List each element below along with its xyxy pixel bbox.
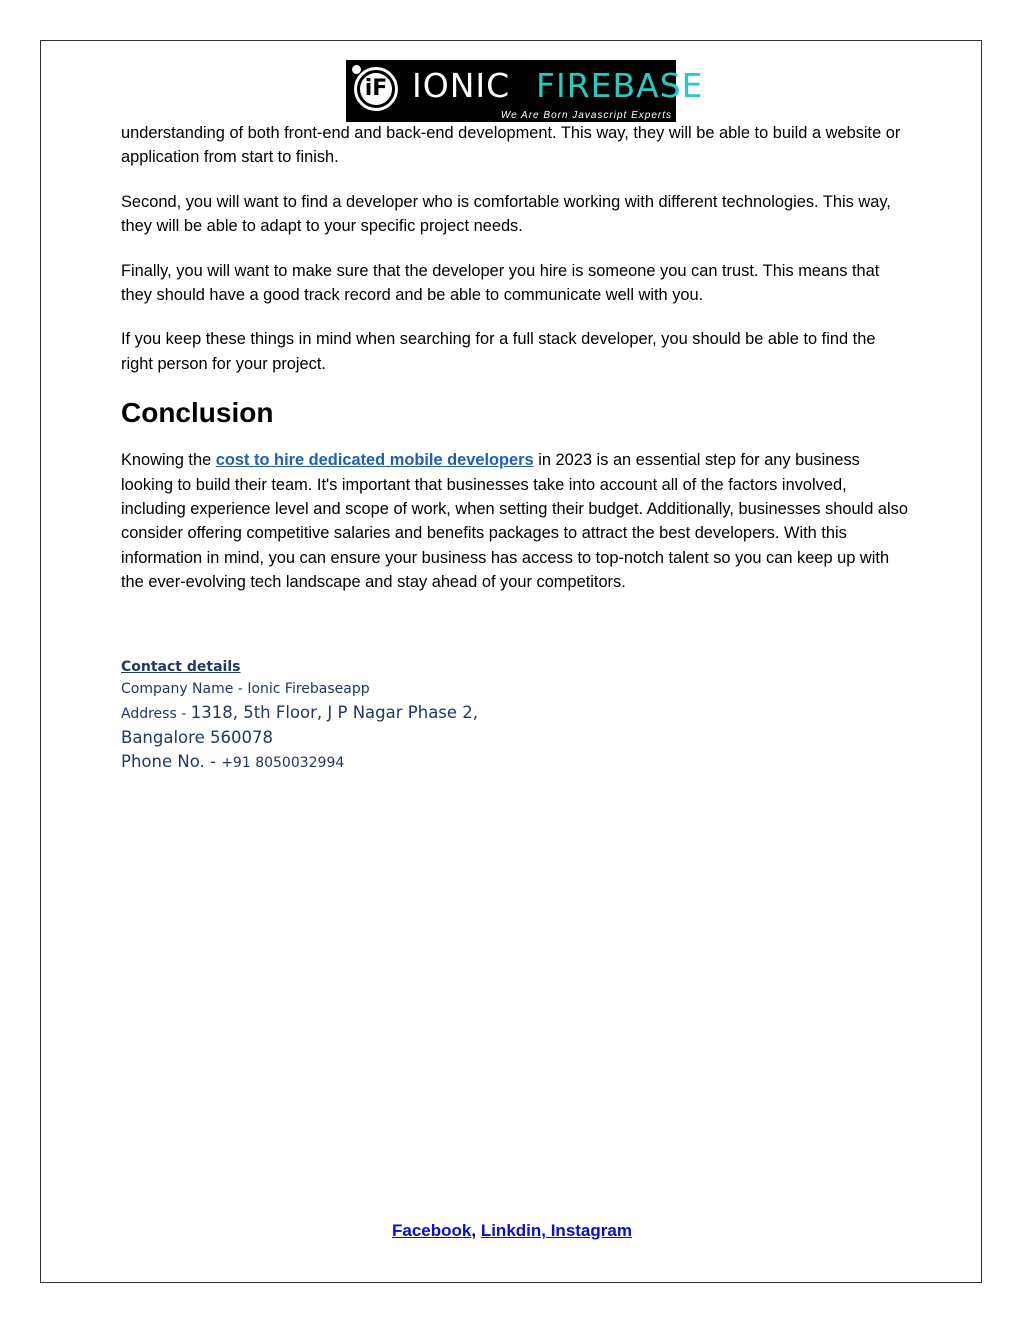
conclusion-heading: Conclusion [121, 397, 274, 429]
contact-heading: Contact details [121, 659, 241, 675]
paragraph-trust: Finally, you will want to make sure that the developer you hire is someone you can trust. This means that they should have a good track record and be able to communicate well with you. [121, 261, 880, 305]
conclusion-paragraph [121, 448, 911, 594]
facebook-link[interactable]: Facebook [392, 1221, 472, 1240]
logo-monogram-text: iF [360, 73, 392, 105]
paragraph-technologies: Second, you will want to find a developer who is comfortable working with different technologies. This way, they will be able to adapt to your specific project needs. [121, 192, 891, 236]
company-value: Ionic Firebaseapp [247, 681, 370, 697]
address-value-line1: 1318, 5th Floor, J P Nagar Phase 2, [190, 703, 479, 722]
social-links [0, 1221, 1024, 1241]
company-name-line [121, 678, 478, 701]
document-body [121, 121, 911, 615]
linkedin-instagram-link[interactable]: Linkdin, Instagram [480, 1221, 632, 1240]
company-label: Company Name - [121, 681, 248, 697]
address-value-line2: Bangalore 560078 [121, 728, 273, 747]
conclusion-text-after: in 2023 is an essential step for any business looking to build their team. It's important that businesses take into account all of the factors involved, including experience level and scope of work, when setting their budget. Additionally, businesses should also consider offering competitive salaries and benefits packages to attract the best developers. With this information in mind, you can ensure your business has access to top-notch talent so you can keep up with the ever-evolving tech landscape and stay ahead of your competitors. [121, 451, 908, 592]
ionic-firebase-logo [346, 60, 704, 122]
address-label: Address - [121, 706, 191, 722]
phone-label: Phone No. - [121, 752, 222, 771]
hire-mobile-developers-link[interactable]: cost to hire dedicated mobile developers [215, 451, 534, 470]
logo-monogram-icon [350, 63, 406, 119]
address-line [121, 701, 478, 726]
contact-details [121, 656, 478, 775]
logo-dot [352, 65, 361, 74]
phone-line [121, 750, 478, 775]
conclusion-text-before: Knowing the [121, 451, 216, 470]
logo-word-ionic: IONIC [412, 66, 511, 105]
phone-value: +91 8050032994 [221, 755, 345, 771]
paragraph-front-back-end: understanding of both front-end and back-end development. This way, they will be able to build a website or application from start to finish. [121, 124, 901, 167]
paragraph-keep-in-mind: If you keep these things in mind when searching for a full stack developer, you should be able to find the right person for your project. [121, 330, 876, 373]
logo-tagline: We Are Born Javascript Experts [500, 110, 672, 121]
logo-word-firebase: FIREBASE [536, 66, 704, 105]
social-separator: , [471, 1221, 481, 1240]
logo-wordmark [406, 60, 704, 122]
